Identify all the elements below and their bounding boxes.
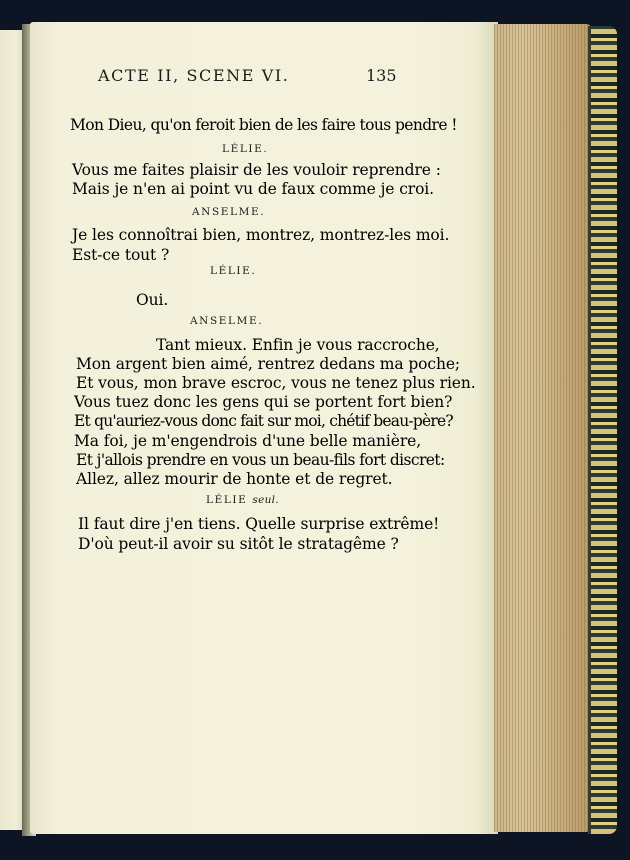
verse-line: Et j'allois prendre en vous un beau-fils fort discret: xyxy=(76,451,445,469)
running-head: ACTE II, SCENE VI. xyxy=(98,66,290,85)
speaker-name: LÉLIE xyxy=(206,494,248,506)
speaker-label: LÉLIE. xyxy=(210,265,257,277)
speaker-label: ANSELME. xyxy=(190,315,264,327)
verse-line: Je les connoîtrai bien, montrez, montrez-les moi. xyxy=(72,226,450,244)
verse-line: Mon argent bien aimé, rentrez dedans ma poche; xyxy=(76,355,461,373)
verse-line: Mon Dieu, qu'on feroit bien de les faire tous pendre ! xyxy=(70,116,457,134)
book-cover-edge xyxy=(588,26,617,834)
verse-line: Allez, allez mourir de honte et de regret. xyxy=(76,470,393,488)
verse-line: Est-ce tout ? xyxy=(72,246,170,264)
verse-line: Ma foi, je m'engendrois d'une belle manière, xyxy=(74,432,422,450)
verse-line: Et qu'auriez-vous donc fait sur moi, chétif beau-père? xyxy=(74,412,453,430)
verse-line: Vous me faites plaisir de les vouloir reprendre : xyxy=(72,161,441,179)
verse-line: D'où peut-il avoir su sitôt le stratagême ? xyxy=(78,535,399,553)
stage-direction: seul. xyxy=(252,494,279,506)
verse-line: Mais je n'en ai point vu de faux comme je croi. xyxy=(72,180,434,198)
verse-line: Il faut dire j'en tiens. Quelle surprise extrême! xyxy=(78,515,440,533)
verse-line: Oui. xyxy=(136,291,169,309)
speaker-label: LÉLIE. xyxy=(222,143,269,155)
verse-line: Tant mieux. Enfin je vous raccroche, xyxy=(156,336,440,354)
verse-line: Et vous, mon brave escroc, vous ne tenez plus rien. xyxy=(76,374,476,392)
speaker-label xyxy=(206,494,279,506)
page-number: 135 xyxy=(366,66,397,85)
page-block-edges xyxy=(494,24,592,832)
speaker-label: ANSELME. xyxy=(192,206,266,218)
verse-line: Vous tuez donc les gens qui se portent fort bien? xyxy=(74,393,453,411)
